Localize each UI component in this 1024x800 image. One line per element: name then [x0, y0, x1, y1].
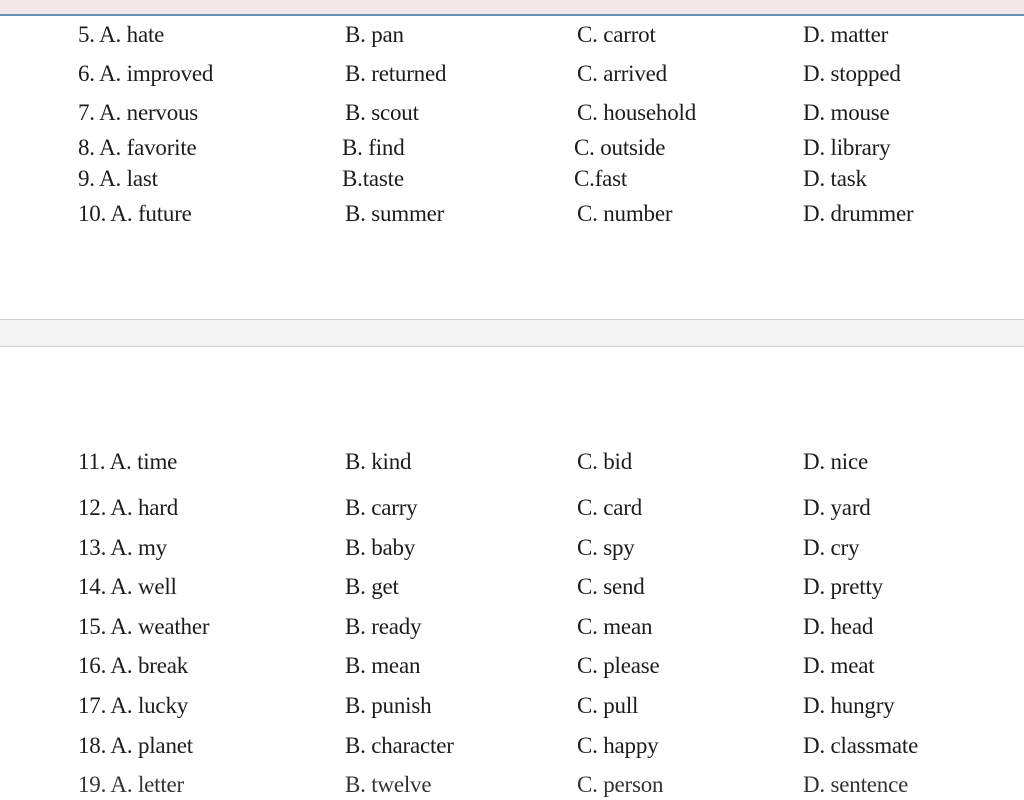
- option-c: C. arrived: [577, 61, 667, 86]
- top-band: [0, 0, 1024, 14]
- option-a: 19. A. letter: [78, 772, 184, 797]
- question-row: [0, 20, 1024, 50]
- section-divider-band: [0, 320, 1024, 346]
- option-c: C. spy: [577, 535, 635, 560]
- option-d: D. nice: [803, 449, 869, 474]
- option-c: C. bid: [577, 449, 633, 474]
- option-d: D. classmate: [803, 733, 919, 758]
- option-b: B. carry: [345, 495, 418, 520]
- option-b: B. scout: [345, 100, 419, 125]
- option-b: B. twelve: [345, 772, 432, 797]
- option-d: D. drummer: [803, 201, 914, 226]
- option-a: 16. A. break: [78, 653, 189, 678]
- question-row: [0, 98, 1024, 128]
- option-b: B. ready: [345, 614, 422, 639]
- option-c: C. please: [577, 653, 660, 678]
- option-c: C. person: [577, 772, 664, 797]
- option-b: B. punish: [345, 693, 432, 718]
- option-a: 6. A. improved: [78, 61, 214, 86]
- question-row: [0, 199, 1024, 229]
- option-b: B. pan: [345, 22, 404, 47]
- top-divider: [0, 14, 1024, 16]
- option-a: 15. A. weather: [78, 614, 210, 639]
- option-d: D. pretty: [803, 574, 883, 599]
- question-row: [0, 133, 1024, 163]
- option-b: B. returned: [345, 61, 447, 86]
- option-a: 11. A. time: [78, 449, 178, 474]
- option-b: B.taste: [342, 166, 404, 191]
- option-d: D. meat: [803, 653, 875, 678]
- question-row: [0, 651, 1024, 681]
- option-d: D. task: [803, 166, 867, 191]
- option-b: B. baby: [345, 535, 416, 560]
- option-d: D. yard: [803, 495, 871, 520]
- option-d: D. head: [803, 614, 874, 639]
- option-b: B. get: [345, 574, 399, 599]
- option-a: 7. A. nervous: [78, 100, 199, 125]
- option-c: C. send: [577, 574, 645, 599]
- question-row: [0, 533, 1024, 563]
- option-a: 14. A. well: [78, 574, 177, 599]
- option-c: C. carrot: [577, 22, 656, 47]
- option-c: C. pull: [577, 693, 639, 718]
- option-d: D. stopped: [803, 61, 901, 86]
- option-b: B. kind: [345, 449, 412, 474]
- option-c: C. household: [577, 100, 696, 125]
- option-a: 18. A. planet: [78, 733, 193, 758]
- option-a: 17. A. lucky: [78, 693, 189, 718]
- option-a: 9. A. last: [78, 166, 158, 191]
- option-b: B. character: [345, 733, 454, 758]
- question-row: [0, 164, 1024, 194]
- question-row: [0, 447, 1024, 477]
- option-c: C. card: [577, 495, 643, 520]
- option-a: 5. A. hate: [78, 22, 165, 47]
- option-c: C.fast: [574, 166, 628, 191]
- option-d: D. cry: [803, 535, 860, 560]
- option-d: D. matter: [803, 22, 889, 47]
- question-row: [0, 731, 1024, 761]
- option-a: 10. A. future: [78, 201, 192, 226]
- option-d: D. sentence: [803, 772, 909, 797]
- question-row: [0, 612, 1024, 642]
- option-c: C. number: [577, 201, 673, 226]
- option-d: D. library: [803, 135, 891, 160]
- option-b: B. find: [342, 135, 405, 160]
- option-a: 13. A. my: [78, 535, 167, 560]
- question-row: [0, 691, 1024, 721]
- option-c: C. happy: [577, 733, 659, 758]
- question-row: [0, 59, 1024, 89]
- question-row: [0, 493, 1024, 523]
- option-a: 8. A. favorite: [78, 135, 197, 160]
- option-d: D. mouse: [803, 100, 890, 125]
- question-row: [0, 572, 1024, 602]
- option-b: B. mean: [345, 653, 421, 678]
- section-divider-bottom: [0, 346, 1024, 347]
- option-b: B. summer: [345, 201, 445, 226]
- option-c: C. mean: [577, 614, 653, 639]
- option-a: 12. A. hard: [78, 495, 179, 520]
- option-d: D. hungry: [803, 693, 895, 718]
- question-row-partial: [0, 770, 1024, 800]
- option-c: C. outside: [574, 135, 666, 160]
